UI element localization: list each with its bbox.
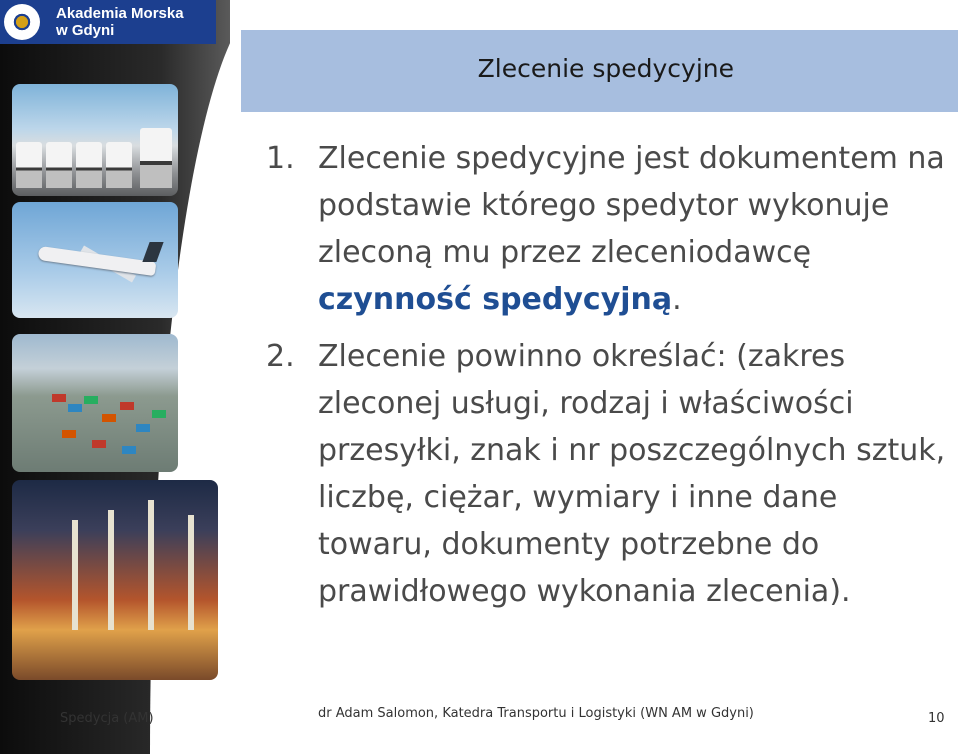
list-item-number: 1. xyxy=(266,141,295,176)
list-item-text-end: . xyxy=(672,282,682,317)
list-item xyxy=(266,135,946,323)
airplane-photo xyxy=(12,202,178,318)
page-number: 10 xyxy=(928,711,945,726)
footer-author: dr Adam Salomon, Katedra Transportu i Logistyki (WN AM w Gdyni) xyxy=(318,706,754,721)
list-item-text-bold: czynność spedycyjną xyxy=(318,282,673,317)
logo-line-2: w Gdyni xyxy=(56,22,115,39)
truck-shape xyxy=(46,142,72,188)
logo-text xyxy=(56,5,184,39)
truck-shape xyxy=(140,128,172,188)
container-shape xyxy=(62,430,76,438)
title-bar xyxy=(241,30,958,112)
container-shape xyxy=(120,402,134,410)
university-logo xyxy=(0,0,216,44)
list-item-text-plain: Zlecenie spedycyjne jest dokumentem na podstawie którego spedytor wykonuje zleconą mu przez zleceniodawcę xyxy=(318,141,945,270)
plane-body xyxy=(38,246,157,276)
container-shape xyxy=(122,446,136,454)
list-item-number: 2. xyxy=(266,339,295,374)
list-item xyxy=(266,333,946,615)
container-shape xyxy=(152,410,166,418)
night-port-photo xyxy=(12,480,218,680)
trucks-photo xyxy=(12,84,178,196)
container-shape xyxy=(52,394,66,402)
container-shape xyxy=(92,440,106,448)
logo-line-1: Akademia Morska xyxy=(56,5,184,22)
truck-shape xyxy=(106,142,132,188)
truck-shape xyxy=(16,142,42,188)
plane-tail xyxy=(142,242,163,262)
crane-shape xyxy=(188,515,194,630)
slide-title: Zlecenie spedycyjne xyxy=(477,54,734,83)
university-emblem-icon xyxy=(4,4,40,40)
container-shape xyxy=(136,424,150,432)
crane-shape xyxy=(72,520,78,630)
crane-shape xyxy=(108,510,114,630)
container-shape xyxy=(102,414,116,422)
list-item-text xyxy=(318,135,946,323)
container-shape xyxy=(84,396,98,404)
container-port-photo xyxy=(12,334,178,472)
container-shape xyxy=(68,404,82,412)
crane-shape xyxy=(148,500,154,630)
list-item-text: Zlecenie powinno określać: (zakres zleconej usługi, rodzaj i właściwości przesyłki, znak i nr poszczególnych sztuk, liczbę, ciężar, wymiary i inne dane towaru, dokumenty potrzebne do prawidłowego wykonania zlecenia). xyxy=(318,339,946,609)
truck-shape xyxy=(76,142,102,188)
footer-course: Spedycja (AM) xyxy=(60,711,154,726)
